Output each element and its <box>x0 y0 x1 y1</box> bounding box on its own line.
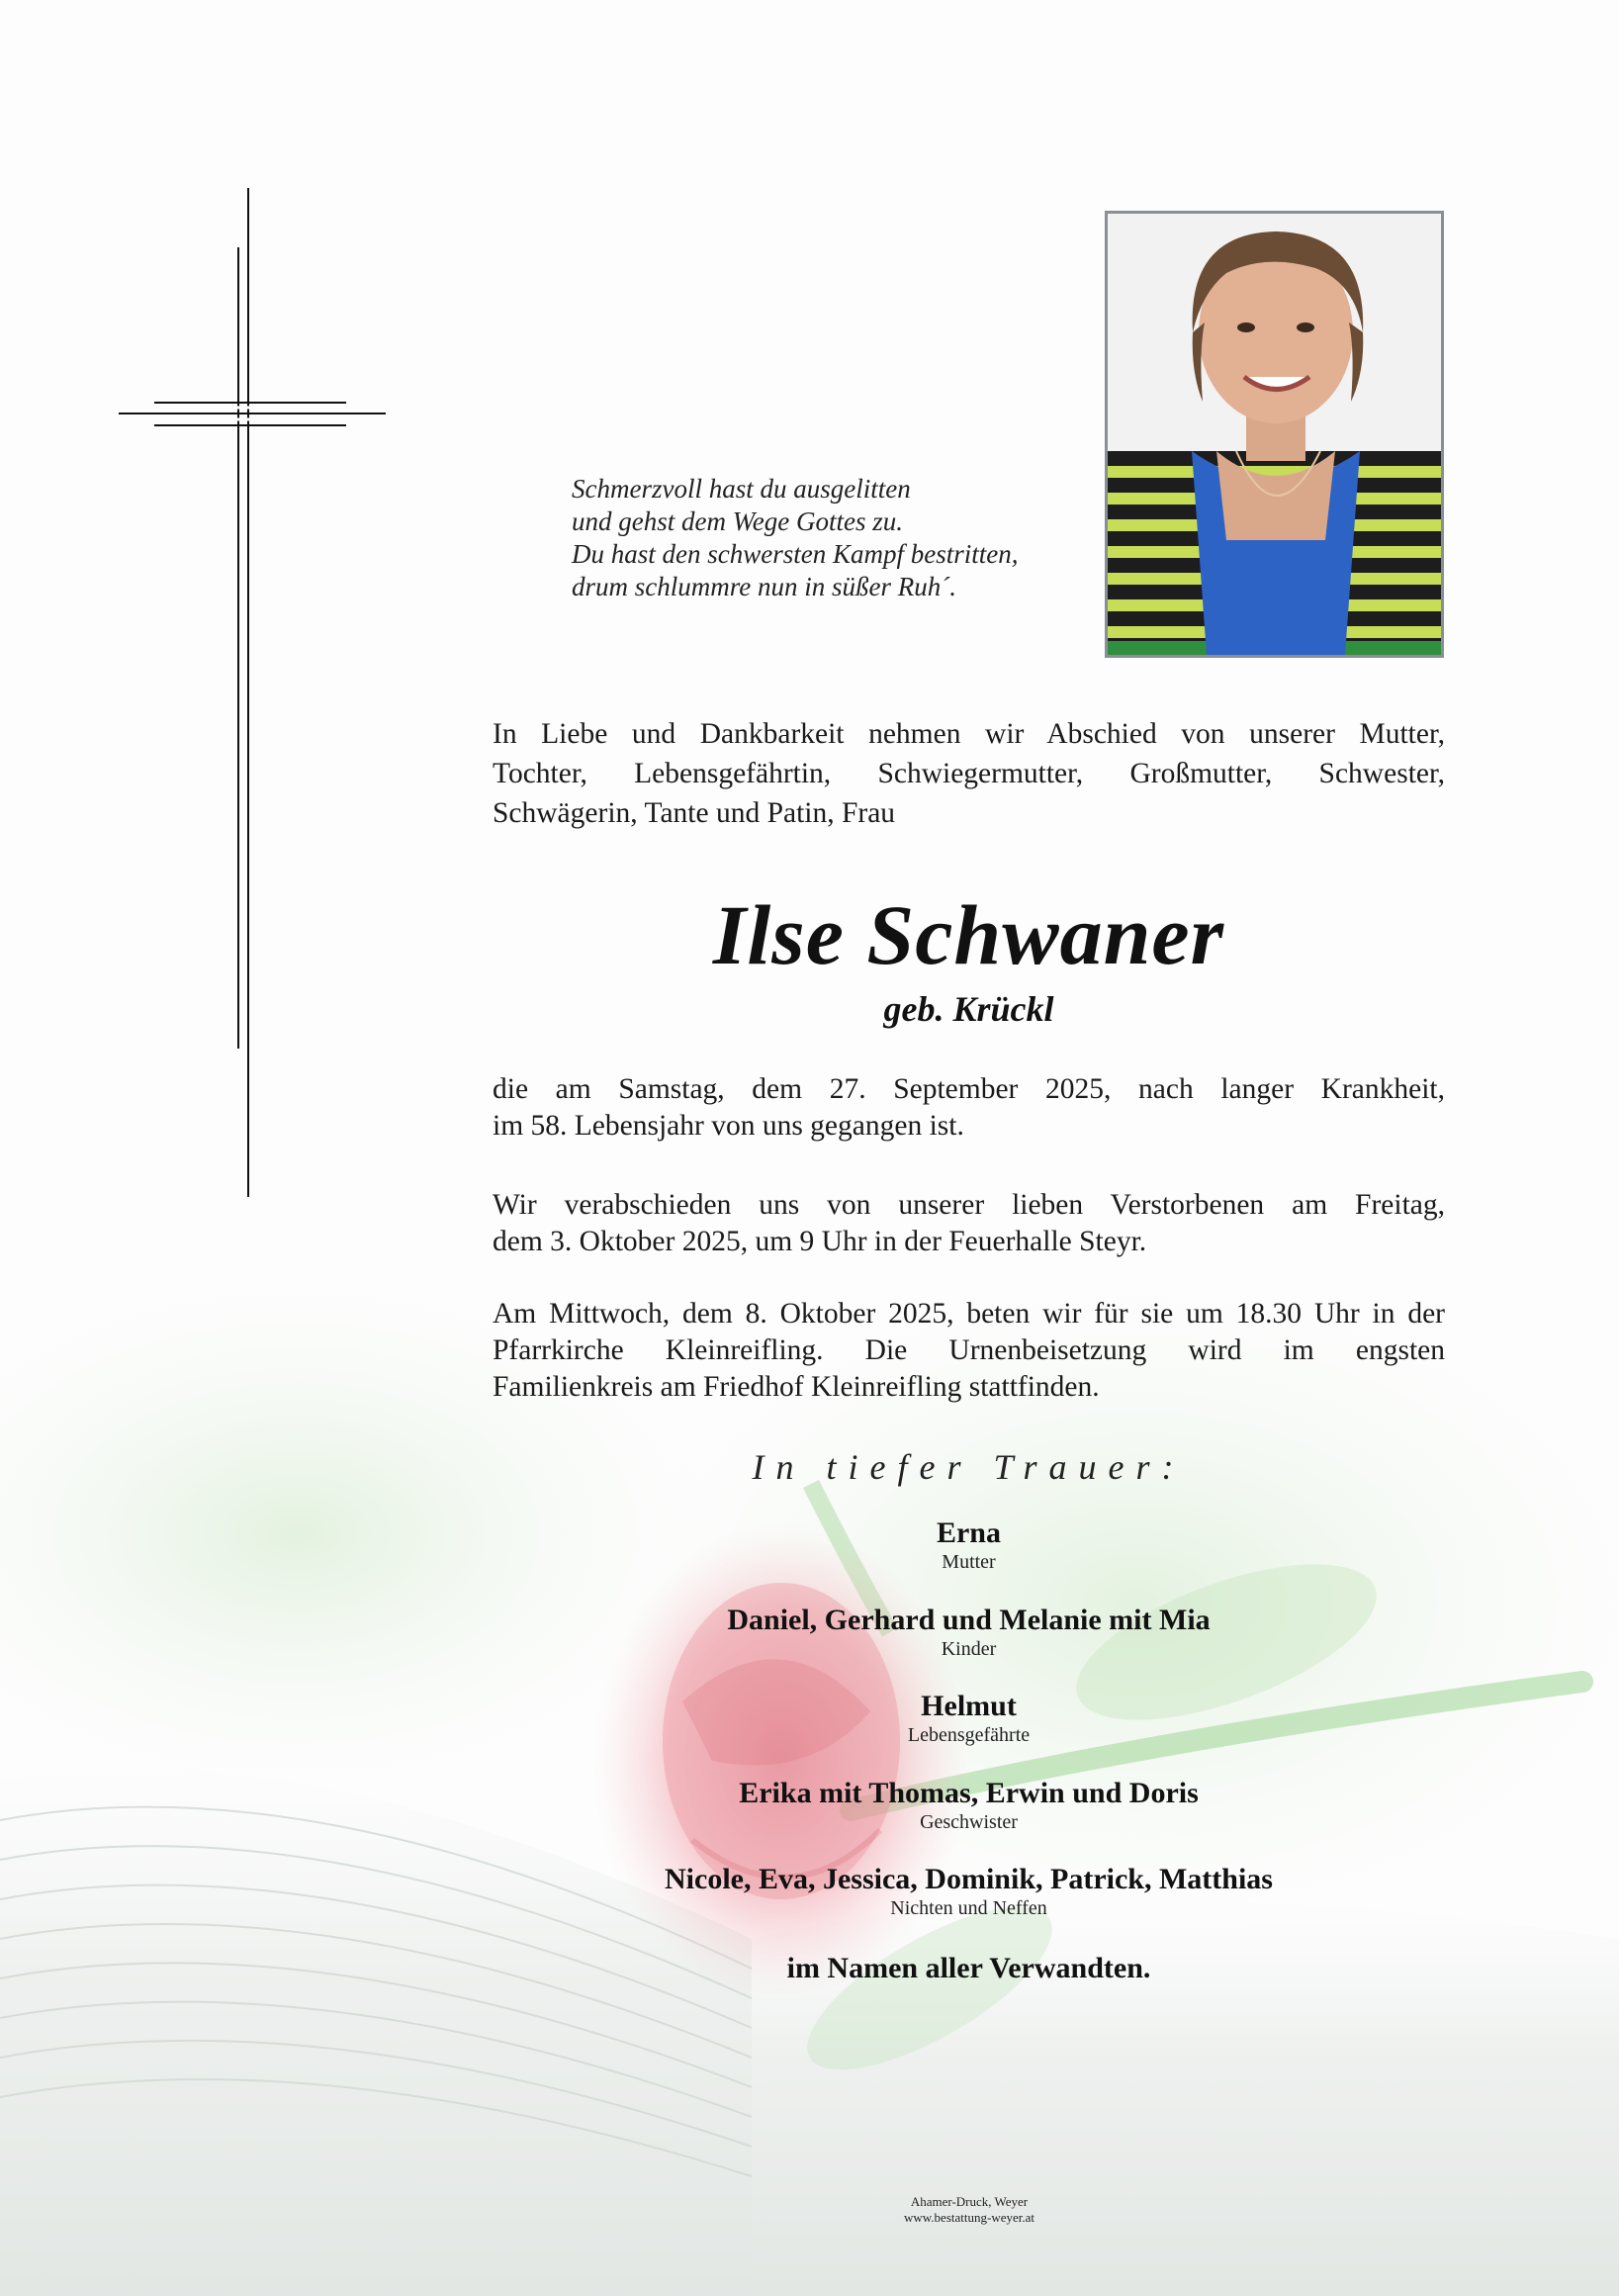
mourner-entry <box>493 1776 1445 1863</box>
intro-line: Schwägerin, Tante und Patin, Frau <box>493 797 896 829</box>
mourner-relation: Mutter <box>942 1551 996 1573</box>
intro-line: Tochter, Lebensgefährtin, Schwiegermutter, Großmutter, Schwester, <box>493 758 1445 789</box>
mourner-relation: Kinder <box>941 1637 997 1660</box>
maiden-name: geb. Krückl <box>883 989 1054 1029</box>
mourner-names: Erika mit Thomas, Erwin und Doris <box>739 1776 1199 1809</box>
deceased-name: Ilse Schwaner <box>712 887 1225 982</box>
cross-icon <box>119 188 386 1197</box>
death-notice-paragraph <box>493 1071 1445 1145</box>
mourner-names: Erna <box>936 1516 1001 1549</box>
poem-line: und gehst dem Wege Gottes zu. <box>572 506 903 536</box>
intro-line: In Liebe und Dankbarkeit nehmen wir Abschied von unserer Mutter, <box>493 718 1445 750</box>
farewell-paragraph <box>493 1187 1445 1260</box>
prayer-line: Am Mittwoch, dem 8. Oktober 2025, beten wir für sie um 18.30 Uhr in der <box>493 1298 1445 1330</box>
closing-line: im Namen aller Verwandten. <box>786 1952 1151 1984</box>
mourner-names: Nicole, Eva, Jessica, Dominik, Patrick, Matthias <box>665 1863 1273 1895</box>
memorial-poem <box>572 473 1086 603</box>
intro-paragraph <box>493 714 1445 833</box>
portrait-photo <box>1105 211 1444 658</box>
mourner-entry <box>493 1515 1445 1603</box>
poem-line: Du hast den schwersten Kampf bestritten, <box>572 539 1019 569</box>
farewell-line: Wir verabschieden uns von unserer lieben Verstorbenen am Freitag, <box>493 1189 1445 1221</box>
death-notice-line: im 58. Lebensjahr von uns gegangen ist. <box>493 1110 964 1142</box>
mourners-list <box>493 1515 1445 1949</box>
printer-name: Ahamer-Druck, Weyer <box>910 2194 1029 2209</box>
printer-website: www.bestattung-weyer.at <box>903 2210 1034 2225</box>
mourner-relation: Geschwister <box>920 1810 1018 1833</box>
mourning-heading: In tiefer Trauer: <box>752 1447 1186 1487</box>
death-notice-line: die am Samstag, dem 27. September 2025, nach langer Krankheit, <box>493 1073 1445 1105</box>
poem-line: Schmerzvoll hast du ausgelitten <box>572 474 911 504</box>
mourner-entry <box>493 1689 1445 1776</box>
mourner-relation: Nichten und Neffen <box>890 1897 1047 1919</box>
prayer-line: Familienkreis am Friedhof Kleinreifling stattfinden. <box>493 1371 1100 1403</box>
prayer-line: Pfarrkirche Kleinreifling. Die Urnenbeisetzung wird im engsten <box>493 1334 1445 1366</box>
prayer-paragraph <box>493 1296 1445 1406</box>
mourner-names: Helmut <box>921 1690 1017 1722</box>
mourner-names: Daniel, Gerhard und Melanie mit Mia <box>727 1603 1211 1636</box>
mourner-relation: Lebensgefährte <box>907 1724 1031 1746</box>
printer-credit <box>831 2194 1108 2226</box>
mourner-entry <box>493 1862 1445 1949</box>
mourner-entry <box>493 1603 1445 1690</box>
farewell-line: dem 3. Oktober 2025, um 9 Uhr in der Feuerhalle Steyr. <box>493 1226 1147 1257</box>
poem-line: drum schlummre nun in süßer Ruh´. <box>572 572 956 601</box>
